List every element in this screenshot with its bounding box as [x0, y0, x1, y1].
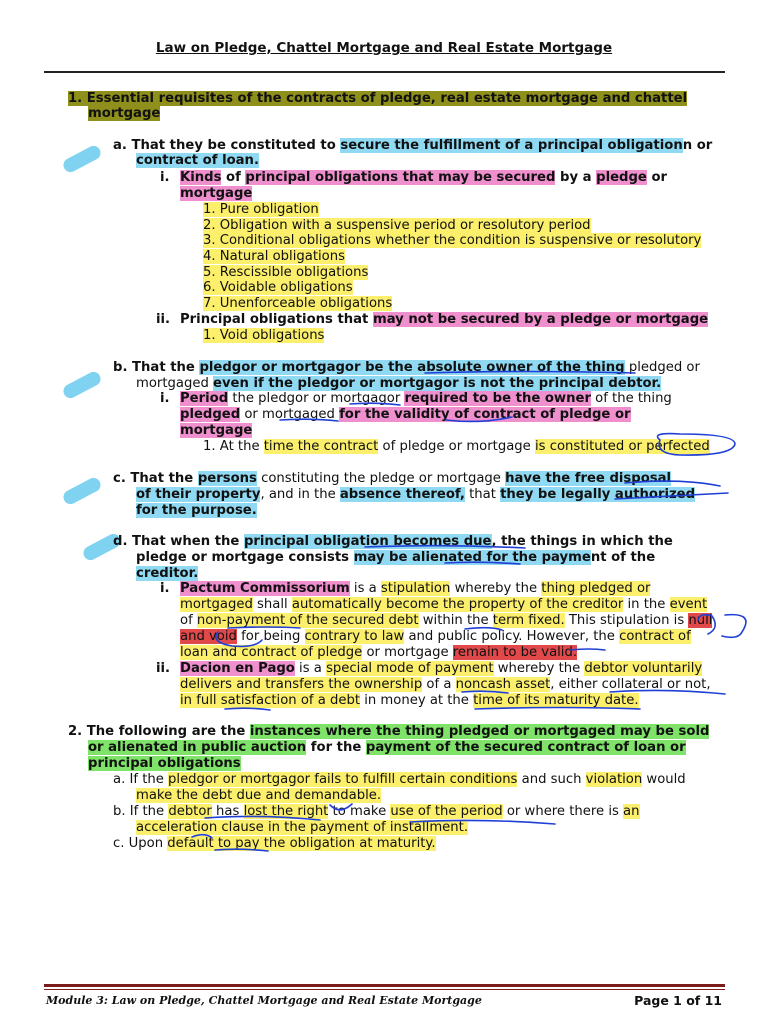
highlight: for the purpose.	[136, 503, 257, 518]
pen-underline	[446, 417, 512, 421]
text: in the	[623, 597, 670, 612]
highlight: creditor.	[136, 566, 199, 581]
highlight: of their property	[136, 487, 261, 502]
pen-underline	[330, 804, 352, 810]
pen-underline	[722, 615, 746, 638]
highlight: pledgor or mortgagor fails to fulfill certain conditions	[168, 772, 518, 787]
text: , and in the	[260, 487, 340, 502]
highlight: make the debt due and demandable.	[136, 788, 382, 803]
highlight: 7. Unenforceable obligations	[203, 296, 393, 311]
highlight: violation	[585, 772, 643, 787]
highlight: secure the fulfillment of a principal obligation	[340, 138, 683, 153]
highlight: instances where the thing pledged or mortgaged may be sold	[249, 724, 710, 739]
highlight: or alienated in public auction	[88, 740, 307, 755]
highlight: acceleration clause	[136, 820, 264, 835]
requisite-d-ii-num: ii.	[156, 661, 171, 676]
text: or	[646, 170, 668, 185]
pen-underline	[445, 562, 520, 564]
text: and such	[517, 772, 586, 787]
text: 1. At the	[203, 439, 264, 454]
highlight: 6. Voidable obligations	[203, 280, 353, 295]
highlight: non-payment of the secured debt	[196, 613, 419, 628]
text: within the	[418, 613, 493, 628]
highlight: required to be the owner	[404, 391, 591, 406]
pen-underline	[350, 403, 400, 405]
pen-underline	[465, 628, 502, 630]
pen-underline	[625, 481, 720, 486]
pen-underline	[425, 372, 635, 374]
pen-underline	[410, 820, 555, 824]
highlight: in full satisfaction of a debt	[180, 693, 361, 708]
highlight: 3. Conditional obligations whether the condition is suspensive or resolutory	[203, 233, 702, 248]
pen-underline	[475, 708, 640, 710]
text: whereby the	[493, 661, 585, 676]
text: the pledgor or mortgagor	[228, 391, 405, 406]
text: is a	[349, 581, 381, 596]
highlight: default to pay	[167, 836, 260, 851]
pen-underline	[192, 835, 212, 838]
text: of pledge or mortgage	[378, 439, 535, 454]
highlight: Period	[180, 391, 229, 406]
text: has	[211, 804, 244, 819]
highlight: principal obligations that may be secured	[245, 170, 556, 185]
text: whereby the	[450, 581, 542, 596]
highlight: thing pledged or	[541, 581, 651, 596]
text: or mortgaged	[240, 407, 340, 422]
text: pledged or	[624, 360, 700, 375]
highlight: contract of	[619, 629, 691, 644]
highlight: mortgage	[180, 186, 253, 201]
text: of	[221, 170, 246, 185]
highlight: an	[623, 804, 640, 819]
highlight: time the contract	[263, 439, 379, 454]
text: or mortgage	[362, 645, 453, 660]
pen-underline	[365, 546, 525, 548]
highlight: contrary to law	[304, 629, 405, 644]
highlight: the obligation at maturity.	[259, 836, 436, 851]
highlight: payment of the secured contract of loan or	[365, 740, 686, 755]
highlight: 5. Rescissible obligations	[203, 265, 369, 280]
text: nt of the	[590, 550, 656, 565]
pen-underline	[280, 419, 338, 421]
highlight: debtor voluntarily	[584, 661, 703, 676]
pen-circle	[698, 615, 715, 634]
highlight: pledge	[596, 170, 647, 185]
highlight: Pactum Commissorium	[180, 581, 350, 596]
text: c. That the	[113, 471, 198, 486]
text: would	[642, 772, 686, 787]
highlight: and void	[180, 629, 237, 644]
highlight: persons	[197, 471, 257, 486]
highlight: 1. Pure obligation	[203, 202, 319, 217]
highlight: principal obligation becomes due	[243, 534, 492, 549]
text: that	[464, 487, 501, 502]
pen-underline	[615, 493, 728, 499]
footer-divider-thin	[44, 989, 725, 990]
highlight: noncash asset	[455, 677, 551, 692]
highlight: debtor	[168, 804, 212, 819]
pen-underline	[215, 849, 268, 851]
text: d. That when the	[113, 534, 244, 549]
highlight: time of its maturity date.	[473, 693, 639, 708]
pen-underline	[570, 649, 605, 650]
pen-circle	[658, 434, 736, 455]
text: a. If the	[113, 772, 169, 787]
pen-underline	[462, 691, 508, 693]
highlight: is constituted or perfected	[534, 439, 710, 454]
text: a. That they be constituted to	[113, 138, 341, 153]
highlight: 1. Void obligations	[203, 328, 325, 343]
text: 2. The following are the	[68, 724, 250, 739]
highlight: delivers and transfers the ownership	[180, 677, 423, 692]
highlight: pledgor or mortgagor be the absolute owner of the thing	[199, 360, 625, 375]
text: b. That the	[113, 360, 200, 375]
pen-underline	[610, 690, 725, 694]
requisite-d-i-num: i.	[160, 581, 170, 596]
footer-divider	[44, 984, 725, 987]
highlight: pledged	[180, 407, 241, 422]
highlight: null	[688, 613, 713, 628]
highlight: remain to be valid.	[452, 645, 578, 660]
requisite-a-ii-num: ii.	[156, 312, 171, 327]
text: shall	[252, 597, 292, 612]
highlight: 2. Obligation with a suspensive period or resolutory period	[203, 218, 591, 233]
text: for the	[306, 740, 366, 755]
pen-circle	[216, 632, 262, 646]
page-number: Page 1 of 11	[634, 993, 722, 1008]
highlight: absence thereof,	[339, 487, 465, 502]
footer-module: Module 3: Law on Pledge, Chattel Mortgage and Real Estate Mortgage	[46, 994, 482, 1007]
text: b. If the	[113, 804, 169, 819]
highlight: principal obligations	[88, 756, 241, 771]
highlight: even if the pledgor or mortgagor is not the principal debtor.	[213, 376, 662, 391]
highlight: 4. Natural obligations	[203, 249, 345, 264]
text: , either collateral or not,	[550, 677, 711, 692]
text: c. Upon	[113, 836, 168, 851]
page-title: Law on Pledge, Chattel Mortgage and Real Estate Mortgage	[155, 40, 613, 56]
highlight: automatically become the property of the creditor	[291, 597, 624, 612]
pen-underline	[228, 627, 300, 628]
text: by a	[555, 170, 597, 185]
text: This stipulation is	[564, 613, 689, 628]
text: is a	[294, 661, 327, 676]
highlight: stipulation	[380, 581, 451, 596]
highlight: they be legally authorized	[500, 487, 696, 502]
highlight: special mode of payment	[326, 661, 494, 676]
text: to make	[328, 804, 391, 819]
highlight: mortgage	[180, 423, 253, 438]
highlight: lost the right	[243, 804, 329, 819]
highlight: contract of loan.	[136, 153, 259, 168]
section-1-text-cont: mortgage	[88, 106, 161, 121]
highlight: may be alienated for the payme	[353, 550, 591, 565]
text: Principal obligations that	[180, 312, 373, 327]
text: and public policy. However, the	[404, 629, 620, 644]
requisite-a-i-num: i.	[160, 170, 170, 185]
text: pledge or mortgage consists	[136, 550, 354, 565]
text: n or	[682, 138, 713, 153]
highlight: loan and contract of pledge	[180, 645, 363, 660]
section-1-text: 1. Essential requisites of the contracts of pledge, real estate mortgage and chattel	[68, 91, 688, 106]
highlight: in the payment of installment.	[263, 820, 469, 835]
highlight: have the free disposal	[505, 471, 672, 486]
pen-underline	[225, 708, 270, 710]
text: or where there is	[502, 804, 624, 819]
text: of the thing	[590, 391, 672, 406]
highlight: for the validity of contract of pledge or	[339, 407, 631, 422]
text: for being	[236, 629, 305, 644]
highlight: may not be secured by a pledge or mortgage	[372, 312, 709, 327]
text: in money at the	[360, 693, 474, 708]
highlight: Kinds	[180, 170, 222, 185]
text: mortgaged	[136, 376, 214, 391]
pen-underline	[205, 816, 320, 820]
highlight: event	[669, 597, 708, 612]
text: of a	[422, 677, 456, 692]
text: constituting the pledge or mortgage	[256, 471, 506, 486]
text: of	[180, 613, 197, 628]
highlight: Dacion en Pago	[180, 661, 295, 676]
highlight: use of the period	[390, 804, 503, 819]
highlight: term fixed.	[492, 613, 565, 628]
text: , the things in which the	[491, 534, 673, 549]
highlight: mortgaged	[180, 597, 253, 612]
requisite-b-i-num: i.	[160, 391, 170, 406]
